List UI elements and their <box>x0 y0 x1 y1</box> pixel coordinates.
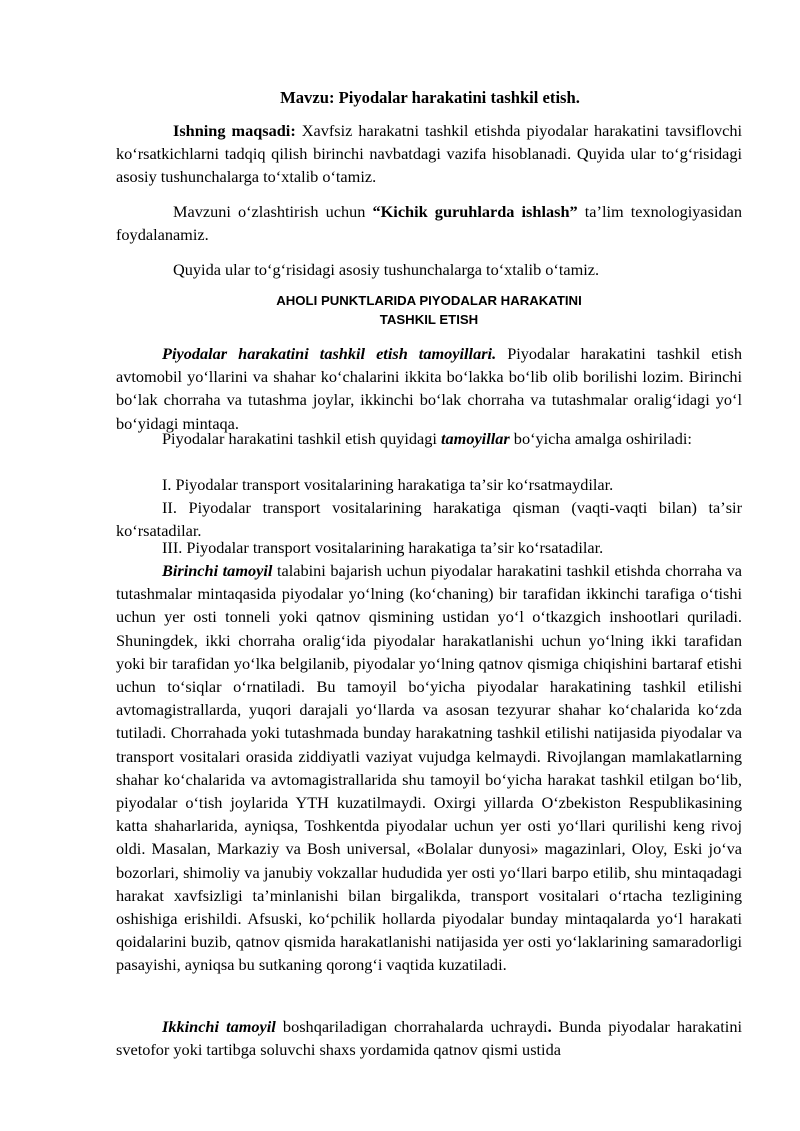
list-item: II. Piyodalar transport vositalarining harakatiga qisman (vaqti-vaqti bilan) taʼsir koʻrsatadilar. <box>116 498 742 541</box>
list-item: III. Piyodalar transport vositalarining harakatiga taʼsir koʻrsatadilar. <box>162 538 604 557</box>
second-principle-paragraph <box>116 1015 742 1061</box>
second-principle-dot: . <box>547 1017 552 1036</box>
principles-text: Piyodalar harakatini tashkil etish avtomobil yoʻllarini va shahar koʻchalarini ikkita boʻlakka boʻlib olib borilishi lozim. Birinchi boʻlak chorraha va tutashma joylar, ikkinchi boʻlak chorraha va tutashmalar oraligʻidagi yoʻl boʻyidagi mintaqa. <box>116 344 742 433</box>
section-heading <box>116 291 742 329</box>
principles-paragraph <box>116 342 742 435</box>
principles-intro-after: boʻyicha amalga oshiriladi: <box>509 429 692 448</box>
principles-intro-emphasis: tamoyillar <box>440 429 510 448</box>
page-title: Mavzu: Piyodalar harakatini tashkil etish. <box>280 88 580 107</box>
method-paragraph <box>116 200 742 246</box>
principles-lead: Piyodalar harakatini tashkil etish tamoyillari. <box>162 344 497 363</box>
first-principle-lead: Birinchi tamoyil <box>162 561 273 580</box>
second-principle-rest: Bunda piyodalar harakatini svetofor yoki tartibga soluvchi shaxs yordamida qatnov qismi ustida <box>116 1017 742 1060</box>
goal-label: Ishning maqsadi: <box>173 121 296 140</box>
principles-intro-before: Piyodalar harakatini tashkil etish quyidagi <box>162 429 441 448</box>
goal-paragraph <box>116 119 742 189</box>
method-emphasis: “Kichik guruhlarda ishlash” <box>372 202 578 221</box>
goal-text: Xavfsiz harakatni tashkil etishda piyodalar harakatini tavsiflovchi koʻrsatkichlarni tadqiq qilish birinchi navbatdagi vazifa hisoblanadi. Quyida ular toʻgʻrisidagi asosiy tushunchalarga toʻxtalib oʻtamiz. <box>116 121 742 187</box>
method-before: Mavzuni oʻzlashtirish uchun <box>173 202 373 221</box>
intro-repeat-paragraph: Quyida ular toʻgʻrisidagi asosiy tushunchalarga toʻxtalib oʻtamiz. <box>173 260 600 279</box>
first-principle-text: talabini bajarish uchun piyodalar harakatini tashkil etishda chorraha va tutashmalar mintaqasida piyodalar yoʻlning (koʻchaning) bir tarafidan ikkinchi tarafiga oʻtishi uchun yer osti tonneli yoki qatnov qismining ustidan yoʻl oʻtkazgich inshootlari quriladi. Shuningdek, ikki chorraha oraligʻida piyodalar harakatlanishi uchun yoʻlning ikki tarafidan yoki bir tarafidan yoʻlka belgilanib, piyodalar yoʻlning qatnov qismiga chiqishini bartaraf etishi uchun toʻsiqlar oʻrnatiladi. Bu tamoyil boʻyicha piyodalar harakatining tashkil etilishi avtomagistrallarda, yuqori darajali yoʻllarda va asosan tezyurar shahar koʻchalarida koʻzda tutiladi. Chorrahada yoki tutashmada bunday harakatning tashkil etilishi natijasida piyodalar va transport vositalari orasida ziddiyatli vaziyat vujudga kelmaydi. Rivojlangan mamlakatlarning shahar koʻchalarida va avtomagistrallarida shu tamoyil boʻyicha harakat tashkil etilgan boʻlib, piyodalar oʻtish joylarida YTH kuzatilmaydi. Oxirgi yillarda Oʻzbekiston Respublikasining katta shaharlarida, ayniqsa, Toshkentda piyodalar uchun yer osti yoʻllari qurilishi keng rivoj oldi. Masalan, Markaziy va Bosh universal, «Bolalar dunyosi» magazinlari, Oloy, Eski joʻva bozorlari, shimoliy va janubiy vokzallar hududida yer osti yoʻllari barpo etilib, shu mintaqadagi harakat xavfsizligi taʼminlanishi bilan birgalikda, transport vositalari oʻrtacha tezligining oshishiga erishildi. Afsuski, koʻpchilik hollarda piyodalar bunday mintaqalarda yoʻl harakati qoidalarini buzib, qatnov qismida harakatlanishi natijasida yer osti yoʻlaklarining samaradorligi pasayishi, ayniqsa bu sutkaning qorongʻi vaqtida kuzatiladi. <box>116 561 742 975</box>
section-heading-line2: TASHKIL ETISH <box>379 312 479 327</box>
list-item: I. Piyodalar transport vositalarining harakatiga taʼsir koʻrsatmaydilar. <box>162 475 614 494</box>
first-principle-paragraph <box>116 559 742 977</box>
section-heading-line1: AHOLI PUNKTLARIDA PIYODALAR HARAKATINI <box>276 293 582 308</box>
second-principle-text: boshqariladigan chorrahalarda uchraydi <box>275 1017 548 1036</box>
principles-intro-paragraph <box>116 427 742 450</box>
method-after: taʼlim texnologiyasidan foydalanamiz. <box>116 202 743 245</box>
second-principle-lead: Ikkinchi tamoyil <box>162 1017 276 1036</box>
